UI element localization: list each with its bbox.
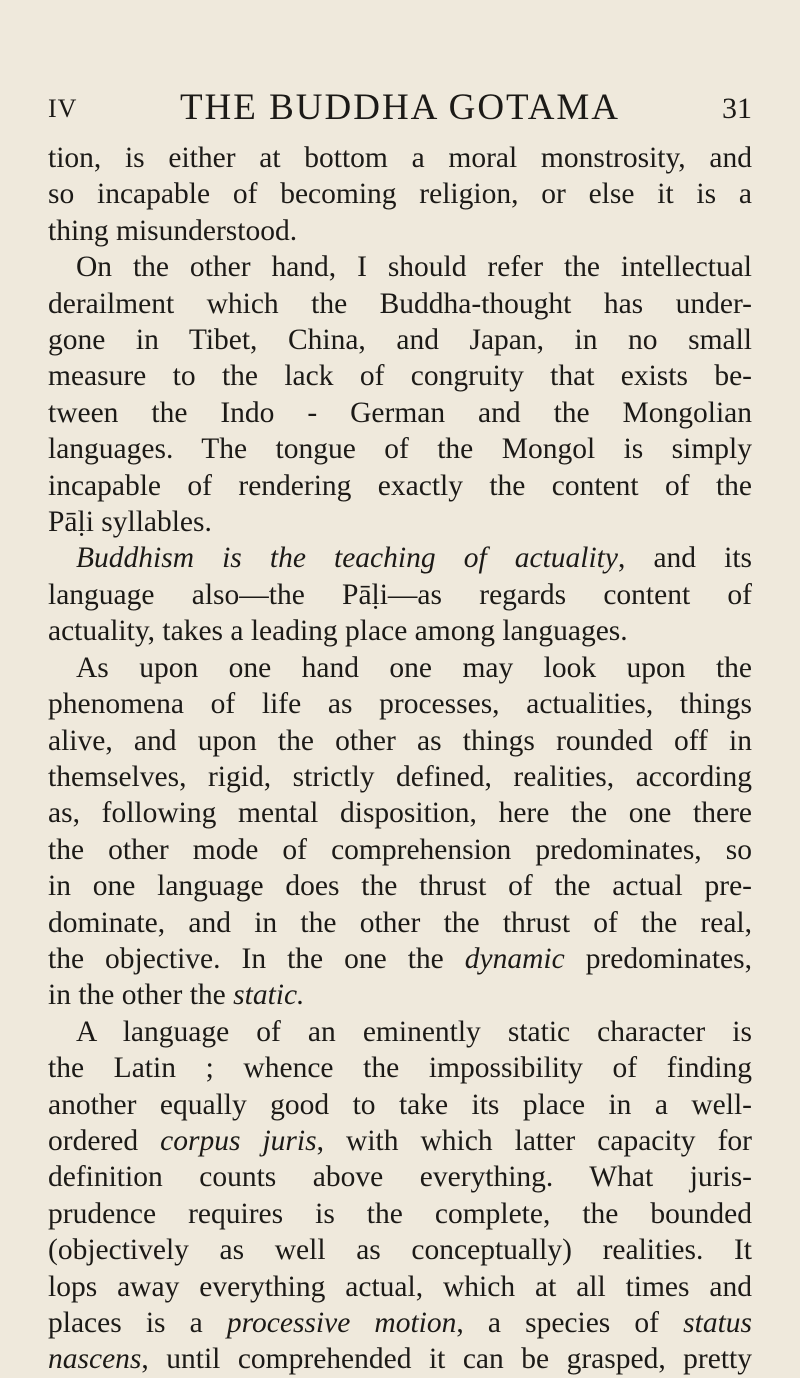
italic-text: nascens [48,1343,142,1376]
text-line [48,213,752,249]
text-line [48,905,752,941]
text-segment: incapable of rendering exactly the content of the [48,469,752,502]
text-segment: the other mode of comprehension predominates, so [48,833,752,866]
text-segment: gone in Tibet, China, and Japan, in no small [48,324,752,357]
text-line [48,868,752,904]
text-line [48,249,752,285]
chapter-number: IV [48,94,78,123]
text-segment: tween the Indo - German and the Mongolian [48,396,752,429]
text-segment: derailment which the Buddha-thought has under- [48,287,752,320]
text-segment: (objectively as well as conceptually) realities. It [48,1234,752,1267]
text-segment: tion, is either at bottom a moral monstrosity, and [48,142,752,174]
text-line [48,650,752,686]
text-line [48,759,752,795]
text-line [48,358,752,394]
text-line [48,176,752,212]
text-segment: predominates, [564,942,752,975]
italic-text: Buddhism is the teaching of actuality [76,542,618,575]
italic-text: static. [233,979,305,1012]
text-line [48,468,752,504]
text-line [48,1269,752,1305]
text-line [48,613,752,649]
text-segment: in the other the [48,979,234,1012]
text-line [48,1087,752,1123]
text-line [48,1014,752,1050]
text-line [48,1341,752,1377]
italic-text: status [683,1307,752,1339]
text-segment: actuality, takes a leading place among languages. [48,615,628,648]
text-segment: , with which latter capacity for [316,1124,752,1157]
text-segment: the Latin ; whence the impossibility of finding [48,1052,752,1085]
text-segment: , a species of [456,1307,684,1339]
text-line [48,286,752,322]
text-line [48,941,752,977]
running-title: THE BUDDHA GOTAMA [179,87,621,128]
text-line [48,1305,752,1341]
paragraph [48,140,752,249]
paragraph [48,540,752,649]
text-segment: the objective. In the one the [48,942,465,975]
text-line [48,322,752,358]
page-number: 31 [722,92,752,125]
text-segment: As upon one hand one may look upon the [76,651,752,684]
text-segment: in one language does the thrust of the actual pre- [48,870,752,903]
text-segment: , until comprehended it can be grasped, pretty [141,1343,752,1376]
text-segment: places is a [48,1307,227,1339]
text-line [48,1159,752,1195]
text-line [48,431,752,467]
text-line [48,540,752,576]
text-segment: so incapable of becoming religion, or else it is a [48,178,752,211]
text-line [48,723,752,759]
text-segment: lops away everything actual, which at all times and [48,1270,752,1303]
italic-text: dynamic [464,942,565,975]
text-line [48,686,752,722]
paragraph [48,650,752,1014]
text-line [48,577,752,613]
text-line [48,832,752,868]
italic-text: corpus juris [160,1124,317,1157]
text-line [48,1050,752,1086]
text-line [48,1196,752,1232]
text-line [48,395,752,431]
text-line [48,504,752,540]
body-text [48,140,752,1378]
running-header [48,86,752,126]
text-segment: A language of an eminently static character is [76,1015,752,1048]
text-line [48,977,752,1013]
text-line [48,1232,752,1268]
text-segment: thing misunderstood. [48,214,298,247]
text-segment: another equally good to take its place in a well- [48,1088,752,1121]
text-segment: ordered [48,1124,161,1157]
text-line [48,1123,752,1159]
text-line [48,140,752,176]
text-segment: languages. The tongue of the Mongol is simply [48,433,752,466]
text-segment: measure to the lack of congruity that exists be- [48,360,752,393]
text-segment: as, following mental disposition, here the one there [48,797,752,830]
text-segment: phenomena of life as processes, actualities, things [48,688,752,721]
text-segment: dominate, and in the other the thrust of the real, [48,906,752,939]
text-segment: , and its [617,542,753,575]
text-segment: language also—the Pāḷi—as regards content of [48,578,752,611]
text-segment: Pāḷi syllables. [48,506,212,539]
text-line [48,795,752,831]
text-segment: alive, and upon the other as things rounded off in [48,724,752,757]
text-segment: themselves, rigid, strictly defined, realities, according [48,760,752,793]
paragraph [48,1014,752,1378]
text-segment: On the other hand, I should refer the intellectual [76,251,752,284]
text-segment: prudence requires is the complete, the bounded [48,1197,752,1230]
paragraph [48,249,752,540]
italic-text: processive motion [226,1307,457,1339]
text-segment: definition counts above everything. What juris- [48,1161,752,1194]
